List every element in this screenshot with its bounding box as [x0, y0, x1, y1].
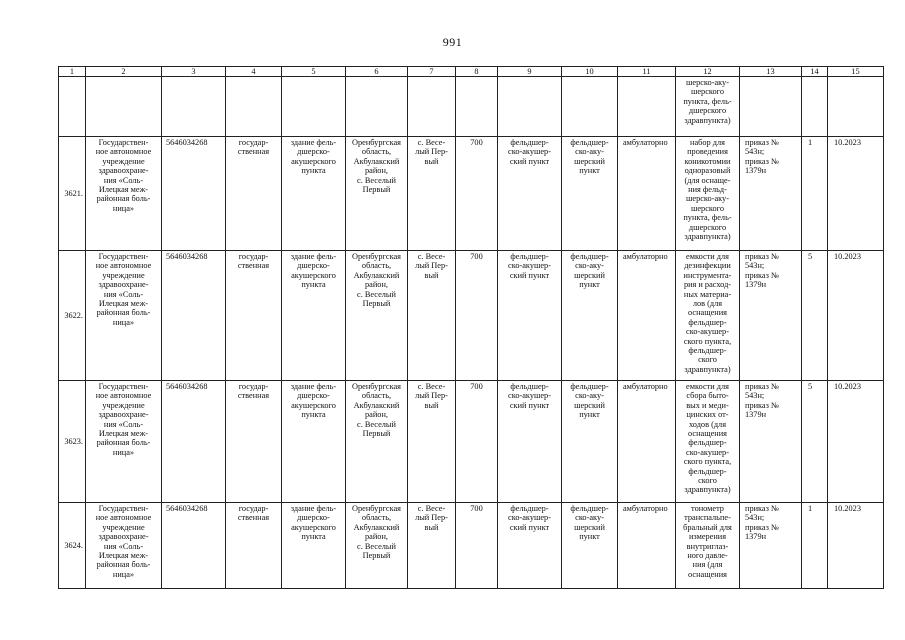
care-form-cell: амбулаторно: [618, 251, 676, 381]
equipment-cell: шерско-аку- шерского пункта, фель- дшерского здравпункта): [676, 77, 740, 137]
population-cell: 700: [456, 137, 498, 251]
population-cell: 700: [456, 381, 498, 503]
column-number: 5: [282, 67, 346, 77]
organization-cell: Государствен- ное автономное учреждение здравоохране- ния «Соль- Илецкая меж- районная боль- ница»: [86, 503, 162, 589]
row-number: 3624.: [59, 503, 86, 589]
column-number: 14: [802, 67, 828, 77]
column-number: 6: [346, 67, 408, 77]
equipment-cell: емкости для дезинфекции инструмента- рия и расход- ных материа- лов (для оснащения фельдшер- ско-акушер- ского пункта, фельдшер- ского здравпункта): [676, 251, 740, 381]
settlement-cell: с. Весе- лый Пер- вый: [408, 251, 456, 381]
settlement-cell: с. Весе- лый Пер- вый: [408, 381, 456, 503]
ownership-cell: государ- ственная: [226, 251, 282, 381]
page-number: 991: [442, 35, 463, 49]
organization-cell: Государствен- ное автономное учреждение здравоохране- ния «Соль- Илецкая меж- районная боль- ница»: [86, 137, 162, 251]
quantity-cell: 5: [802, 251, 828, 381]
row-number: 3623.: [59, 381, 86, 503]
table-row: [59, 503, 884, 589]
column-number: 11: [618, 67, 676, 77]
settlement-cell: с. Весе- лый Пер- вый: [408, 503, 456, 589]
address-cell: Оренбургская область, Акбулакский район, с. Веселый Первый: [346, 137, 408, 251]
ownership-cell: государ- ственная: [226, 137, 282, 251]
table-cell: [162, 77, 226, 137]
column-number: 3: [162, 67, 226, 77]
facility-type-cell: фельдшер- ско-акушер- ский пункт: [498, 251, 562, 381]
equipment-cell: тонометр транспальпе- бральный для измерения внутриглаз- ного давле- ния (для оснащения: [676, 503, 740, 589]
column-number: 13: [740, 67, 802, 77]
date-cell: 10.2023: [828, 381, 884, 503]
inn-cell: 5646034268: [162, 137, 226, 251]
population-cell: 700: [456, 503, 498, 589]
column-number: 10: [562, 67, 618, 77]
column-number-row: [59, 67, 884, 77]
table-cell: [59, 77, 86, 137]
facility-type-cell: фельдшер- ско-акушер- ский пункт: [498, 381, 562, 503]
row-number: 3621.: [59, 137, 86, 251]
order-cell: приказ № 543н; приказ № 1379н: [740, 503, 802, 589]
table-row: [59, 137, 884, 251]
quantity-cell: 1: [802, 503, 828, 589]
settlement-cell: с. Весе- лый Пер- вый: [408, 137, 456, 251]
table-cell: [86, 77, 162, 137]
ownership-cell: государ- ственная: [226, 503, 282, 589]
inn-cell: 5646034268: [162, 503, 226, 589]
date-cell: 10.2023: [828, 503, 884, 589]
table-cell: [740, 77, 802, 137]
facility-type2-cell: фельдшер- ско-аку- шерский пункт: [562, 137, 618, 251]
table-cell: [498, 77, 562, 137]
ownership-cell: государ- ственная: [226, 381, 282, 503]
register-table: [58, 66, 884, 589]
population-cell: 700: [456, 251, 498, 381]
table-cell: [828, 77, 884, 137]
address-cell: Оренбургская область, Акбулакский район, с. Веселый Первый: [346, 503, 408, 589]
column-number: 1: [59, 67, 86, 77]
care-form-cell: амбулаторно: [618, 137, 676, 251]
date-cell: 10.2023: [828, 137, 884, 251]
inn-cell: 5646034268: [162, 251, 226, 381]
column-number: 8: [456, 67, 498, 77]
column-number: 4: [226, 67, 282, 77]
table-cell: [802, 77, 828, 137]
order-cell: приказ № 543н; приказ № 1379н: [740, 137, 802, 251]
quantity-cell: 5: [802, 381, 828, 503]
building-cell: здание фель- дшерско- акушерского пункта: [282, 503, 346, 589]
inn-cell: 5646034268: [162, 381, 226, 503]
facility-type2-cell: фельдшер- ско-аку- шерский пункт: [562, 251, 618, 381]
table-cell: [226, 77, 282, 137]
table-row: [59, 251, 884, 381]
building-cell: здание фель- дшерско- акушерского пункта: [282, 137, 346, 251]
facility-type-cell: фельдшер- ско-акушер- ский пункт: [498, 137, 562, 251]
table-cell: [408, 77, 456, 137]
facility-type2-cell: фельдшер- ско-аку- шерский пункт: [562, 381, 618, 503]
care-form-cell: амбулаторно: [618, 503, 676, 589]
order-cell: приказ № 543н; приказ № 1379н: [740, 251, 802, 381]
order-cell: приказ № 543н; приказ № 1379н: [740, 381, 802, 503]
address-cell: Оренбургская область, Акбулакский район, с. Веселый Первый: [346, 381, 408, 503]
equipment-cell: набор для проведения коникотомии одноразовый (для оснаще- ния фельд- шерско-аку- шерского пункта, фель- дшерского здравпункта): [676, 137, 740, 251]
column-number: 7: [408, 67, 456, 77]
date-cell: 10.2023: [828, 251, 884, 381]
row-number: 3622.: [59, 251, 86, 381]
column-number: 9: [498, 67, 562, 77]
table-row: [59, 381, 884, 503]
facility-type2-cell: фельдшер- ско-аку- шерский пункт: [562, 503, 618, 589]
facility-type-cell: фельдшер- ско-акушер- ский пункт: [498, 503, 562, 589]
column-number: 2: [86, 67, 162, 77]
quantity-cell: 1: [802, 137, 828, 251]
column-number: 15: [828, 67, 884, 77]
table-cell: [456, 77, 498, 137]
building-cell: здание фель- дшерско- акушерского пункта: [282, 381, 346, 503]
table-cell: [346, 77, 408, 137]
table-cell: [562, 77, 618, 137]
continuation-row: [59, 77, 884, 137]
organization-cell: Государствен- ное автономное учреждение здравоохране- ния «Соль- Илецкая меж- районная боль- ница»: [86, 381, 162, 503]
building-cell: здание фель- дшерско- акушерского пункта: [282, 251, 346, 381]
equipment-cell: емкости для сбора быто- вых и меди- цинских от- ходов (для оснащения фельдшер- ско-акушер- ского пункта, фельдшер- ского здравпункта): [676, 381, 740, 503]
table-cell: [618, 77, 676, 137]
column-number: 12: [676, 67, 740, 77]
care-form-cell: амбулаторно: [618, 381, 676, 503]
organization-cell: Государствен- ное автономное учреждение здравоохране- ния «Соль- Илецкая меж- районная боль- ница»: [86, 251, 162, 381]
table-cell: [282, 77, 346, 137]
address-cell: Оренбургская область, Акбулакский район, с. Веселый Первый: [346, 251, 408, 381]
